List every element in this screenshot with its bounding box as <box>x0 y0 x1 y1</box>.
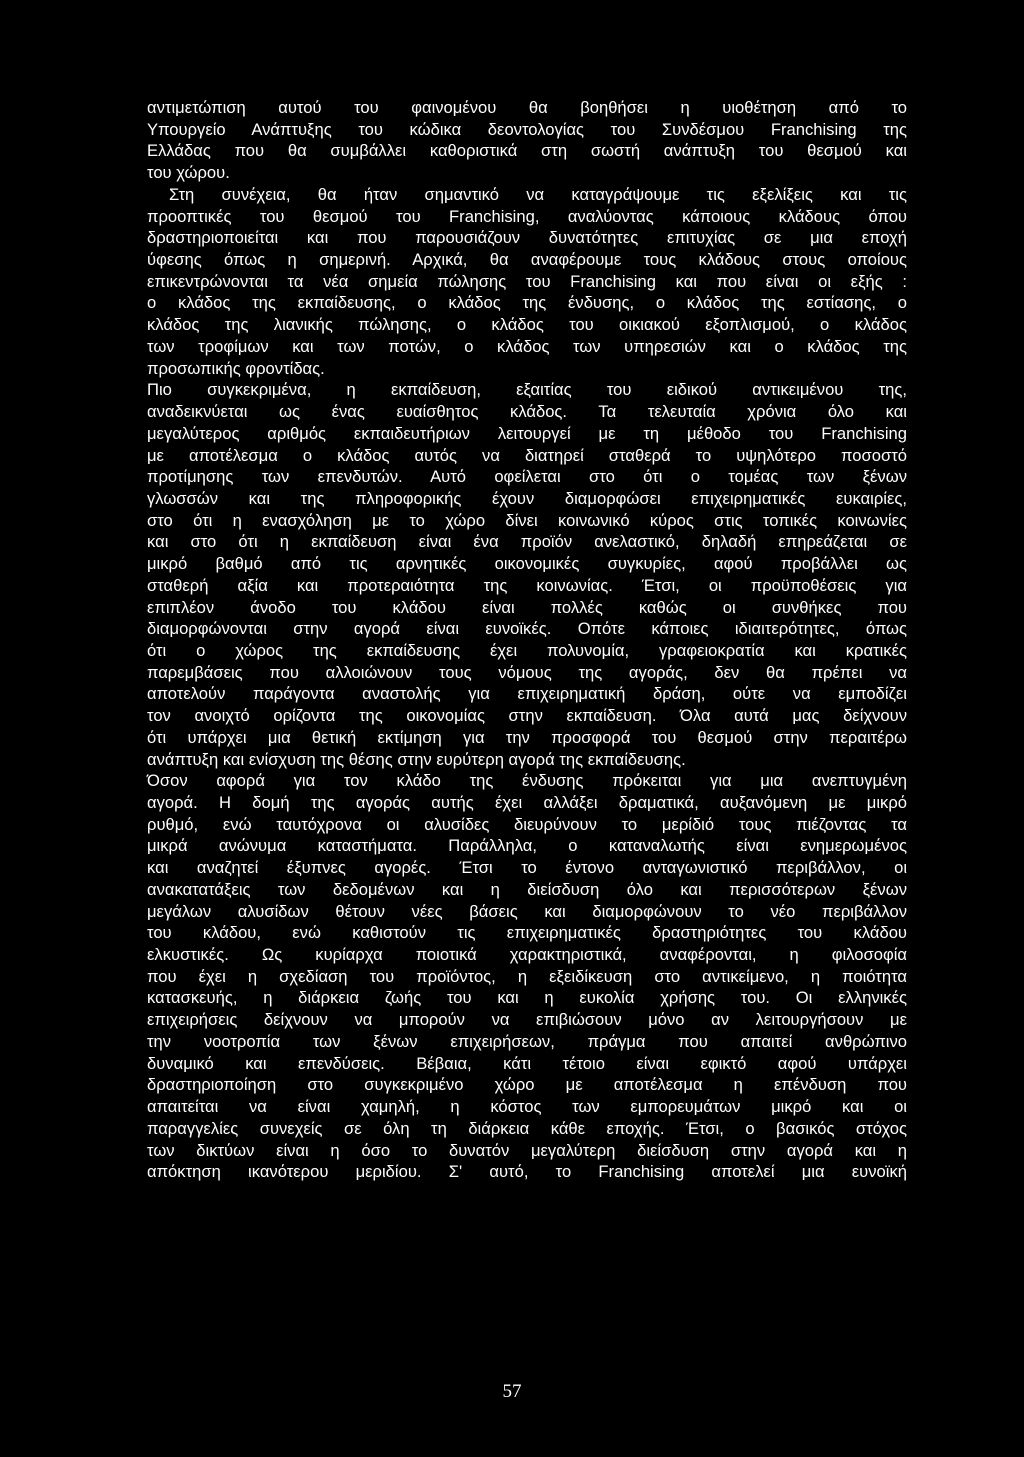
text-line: του κλάδου, ενώ καθιστούν τις επιχειρηματικές δραστηριότητες του κλάδου <box>147 923 907 943</box>
text-line: αναδεικνύεται ως ένας ευαίσθητος κλάδος. Τα τελευταία χρόνια όλο και <box>147 402 907 422</box>
text-line: που έχει η σχεδίαση του προϊόντος, η εξειδίκευση στο αντικείμενο, η ποιότητα <box>147 966 907 986</box>
text-line: αγορά. Η δομή της αγοράς αυτής έχει αλλάξει δραματικά, αυξανόμενη με μικρό <box>147 793 907 812</box>
text-line: μικρά ανώνυμα καταστήματα. Παράλληλα, ο καταναλωτής είναι ενημερωμένος <box>147 836 907 856</box>
text-line: Υπουργείο Ανάπτυξης του κώδικα δεοντολογίας του Συνδέσμου Franchising της <box>147 119 907 139</box>
text-line: επιχειρήσεις δείχνουν να μπορούν να επιβιώσουν μόνο αν λειτουργήσουν με <box>147 1010 907 1030</box>
text-line: τον ανοιχτό ορίζοντα της οικονομίας στην εκπαίδευση. Όλα αυτά μας δείχνουν <box>147 706 907 726</box>
text-line: με αποτέλεσμα ο κλάδος αυτός να διατηρεί σταθερά το υψηλότερο ποσοστό <box>147 445 907 465</box>
text-line: των δικτύων είναι η όσο το δυνατόν μεγαλύτερη διείσδυση στην αγορά και η <box>147 1140 907 1160</box>
text-line: ανακατατάξεις των δεδομένων και η διείσδυση όλο και περισσότερων ξένων <box>147 879 907 899</box>
text-line: παραγγελίες συνεχείς σε όλη τη διάρκεια κάθε εποχής. Έτσι, ο βασικός στόχος <box>147 1118 907 1138</box>
text-line: παρεμβάσεις που αλλοιώνουν τους νόμους της αγοράς, δεν θα πρέπει να <box>147 662 907 682</box>
text-line: ύφεσης όπως η σημερινή. Αρχικά, θα αναφέρουμε τους κλάδους στους οποίους <box>147 250 907 270</box>
text-line: Ελλάδας που θα συμβάλλει καθοριστικά στη σωστή ανάπτυξη του θεσμού και <box>147 141 907 161</box>
text-line: σταθερή αξία και προτεραιότητα της κοινωνίας. Έτσι, οι προϋποθέσεις για <box>147 575 907 595</box>
text-line: κλάδος της λιανικής πώλησης, ο κλάδος του οικιακού εξοπλισμού, ο κλάδος <box>147 315 907 335</box>
text-line: Πιο συγκεκριμένα, η εκπαίδευση, εξαιτίας του ειδικού αντικειμένου της, <box>147 380 907 400</box>
text-line: δραστηριοποίηση στο συγκεκριμένο χώρο με αποτέλεσμα η επένδυση που <box>147 1075 907 1095</box>
text-line: προτίμησης των επενδυτών. Αυτό οφείλεται στο ότι ο τομέας των ξένων <box>147 467 907 487</box>
text-line: μικρό βαθμό από τις αρνητικές οικονομικές συγκυρίες, αφού προβάλλει ως <box>147 554 907 574</box>
text-line: επικεντρώνονται τα νέα σημεία πώλησης του Franchising και που είναι οι εξής : <box>147 271 907 291</box>
text-line: ρυθμό, ενώ ταυτόχρονα οι αλυσίδες διευρύνουν το μερίδιό τους πιέζοντας τα <box>147 814 907 834</box>
text-line: Όσον αφορά για τον κλάδο της ένδυσης πρόκειται για μια ανεπτυγμένη <box>147 771 907 791</box>
text-line: δυναμικό και επενδύσεις. Βέβαια, κάτι τέτοιο είναι εφικτό αφού υπάρχει <box>147 1053 907 1073</box>
text-line: την νοοτροπία των ξένων επιχειρήσεων, πράγμα που απαιτεί ανθρώπινο <box>147 1031 907 1051</box>
text-line: Στη συνέχεια, θα ήταν σημαντικό να καταγράψουμε τις εξελίξεις και τις <box>169 184 907 204</box>
text-line: ότι ο χώρος της εκπαίδευσης έχει πολυνομία, γραφειοκρατία και κρατικές <box>147 640 907 660</box>
body-text <box>147 97 907 1183</box>
text-line: επιπλέον άνοδο του κλάδου είναι πολλές καθώς οι συνθήκες που <box>147 597 907 617</box>
text-line: μεγάλων αλυσίδων θέτουν νέες βάσεις και διαμορφώνουν το νέο περιβάλλον <box>147 901 907 921</box>
text-line: ελκυστικές. Ως κυρίαρχα ποιοτικά χαρακτηριστικά, αναφέρονται, η φιλοσοφία <box>147 945 907 965</box>
text-line: διαμορφώνονται στην αγορά είναι ευνοϊκές. Οπότε κάποιες ιδιαιτερότητες, όπως <box>147 619 907 639</box>
page-number: 57 <box>502 1381 522 1402</box>
text-line: γλωσσών και της πληροφορικής έχουν διαμορφώσει επιχειρηματικές ευκαιρίες, <box>147 488 907 508</box>
text-line: προοπτικές του θεσμού του Franchising, αναλύοντας κάποιους κλάδους όπου <box>147 206 907 226</box>
text-line: ανάπτυξη και ενίσχυση της θέσης στην ευρύτερη αγορά της εκπαίδευσης. <box>147 749 686 769</box>
text-line: των τροφίμων και των ποτών, ο κλάδος των υπηρεσιών και ο κλάδος της <box>147 336 907 356</box>
text-line: απόκτηση ικανότερου μεριδίου. Σ' αυτό, το Franchising αποτελεί μια ευνοϊκή <box>147 1162 907 1182</box>
text-line: ο κλάδος της εκπαίδευσης, ο κλάδος της ένδυσης, ο κλάδος της εστίασης, ο <box>147 293 907 313</box>
text-line: ότι υπάρχει μια θετική εκτίμηση για την προσφορά του θεσμού στην περαιτέρω <box>147 727 907 747</box>
text-line: κατασκευής, η διάρκεια ζωής του και η ευκολία χρήσης του. Οι ελληνικές <box>147 988 907 1008</box>
text-line: δραστηριοποιείται και που παρουσιάζουν δυνατότητες επιτυχίας σε μια εποχή <box>147 228 907 248</box>
text-line: απαιτείται να είναι χαμηλή, η κόστος των εμπορευμάτων μικρό και οι <box>147 1097 907 1117</box>
text-line: αντιμετώπιση αυτού του φαινομένου θα βοηθήσει η υιοθέτηση από το <box>147 98 907 117</box>
text-line: και στο ότι η εκπαίδευση είναι ένα προϊόν ανελαστικό, δηλαδή επηρεάζεται σε <box>147 532 907 552</box>
text-line: στο ότι η ενασχόληση με το χώρο δίνει κοινωνικό κύρος στις τοπικές κοινωνίες <box>147 510 907 530</box>
text-line: αποτελούν παράγοντα αναστολής για επιχειρηματική δράση, ούτε να εμποδίζει <box>147 684 907 704</box>
text-line: μεγαλύτερος αριθμός εκπαιδευτήριων λειτουργεί με τη μέθοδο του Franchising <box>147 423 907 443</box>
text-line: προσωπικής φροντίδας. <box>147 358 325 378</box>
text-line: του χώρου. <box>147 163 230 183</box>
text-line: και αναζητεί έξυπνες αγορές. Έτσι το έντονο ανταγωνιστικό περιβάλλον, οι <box>147 858 907 878</box>
